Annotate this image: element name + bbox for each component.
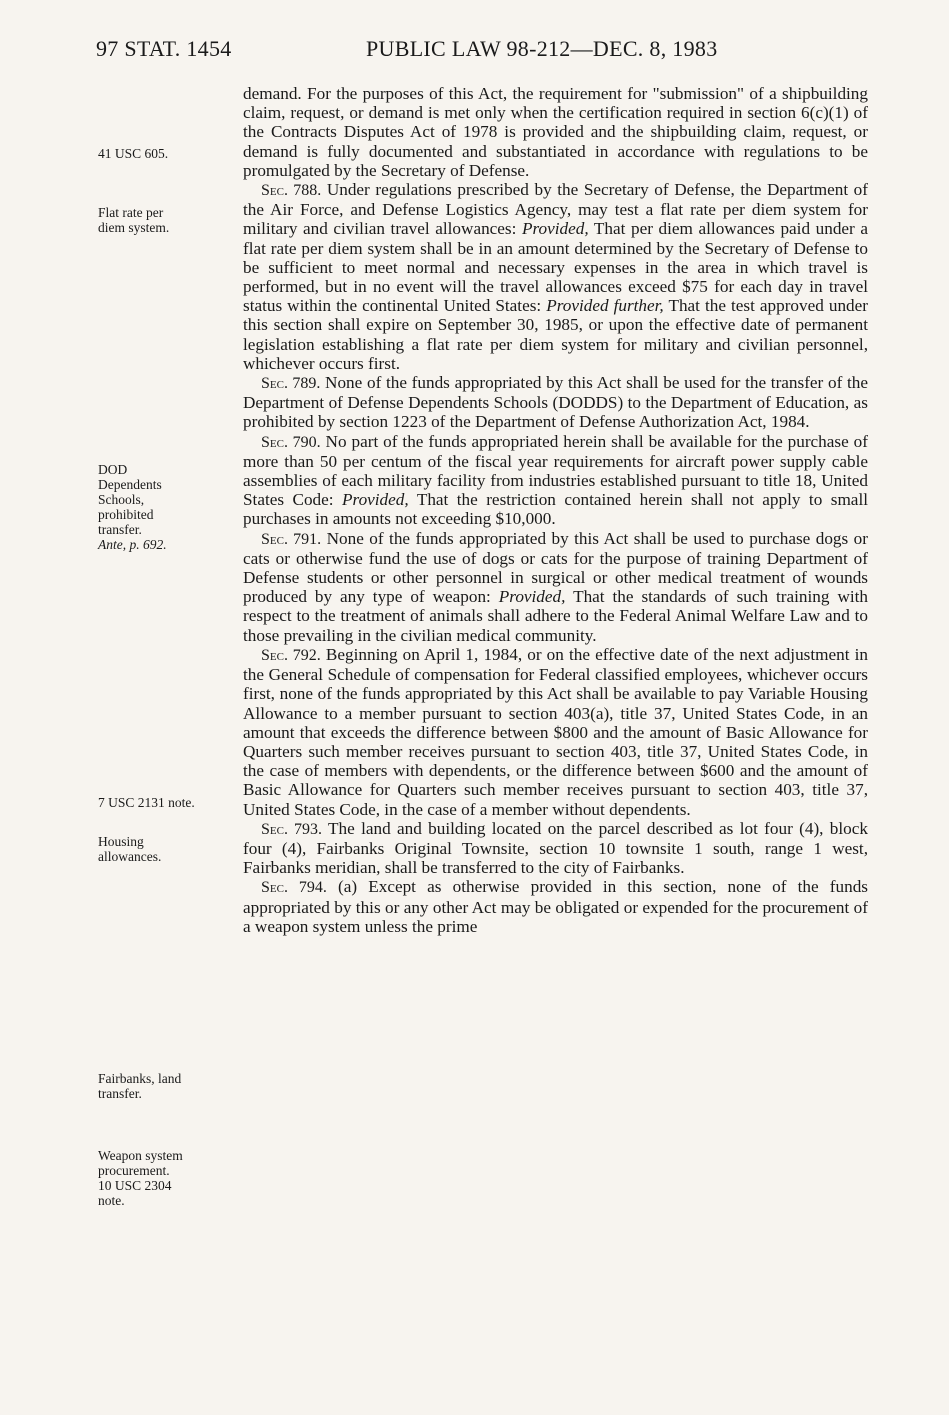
statute-page-number: 97 STAT. 1454	[96, 36, 232, 61]
margin-note-flat-rate	[98, 205, 228, 235]
margin-note-dod-schools	[98, 462, 228, 552]
proviso: Provided,	[342, 490, 409, 510]
margin-note-7-usc-2131	[98, 795, 228, 810]
proviso: Provided,	[521, 219, 589, 239]
section-792	[243, 645, 868, 819]
margin-note-line: note.	[98, 1193, 125, 1208]
margin-note-line: Weapon system	[98, 1148, 183, 1163]
public-law-title: PUBLIC LAW 98-212—DEC. 8, 1983	[366, 36, 718, 61]
margin-note-line: 7 USC 2131 note.	[98, 795, 195, 810]
margin-note-line: prohibited	[98, 507, 154, 522]
section-text: None of the funds appropriated by this Act shall be used for the transfer of the Department of Defense Dependents Schools (DODDS) to the Department of Education, as prohibited by section 1223 of the Department of Defense Authorization Act, 1984.	[243, 373, 868, 432]
body-text	[243, 84, 868, 936]
page-header	[96, 36, 866, 70]
section-label: Sec. 789.	[261, 375, 321, 393]
section-text: That the restriction contained herein shall not apply to small purchases in amounts not exceeding $10,000.	[243, 490, 868, 529]
margin-note-line: 41 USC 605.	[98, 146, 169, 161]
section-788	[243, 180, 868, 373]
section-text: That the test approved under this section shall expire on September 30, 1985, or upon the effective date of permanent legislation establishing a flat rate per diem system for military and civilian personnel, whichever occurs first.	[243, 296, 868, 373]
section-text: Under regulations prescribed by the Secretary of Defense, the Department of the Air Force, and Defense Logistics Agency, may test a flat rate per diem system for military and civilian travel allowances:	[243, 180, 868, 239]
margin-note-fairbanks	[98, 1071, 228, 1101]
section-789	[243, 373, 868, 432]
proviso: Provided further,	[546, 296, 664, 316]
section-label: Sec. 791.	[261, 530, 322, 548]
section-label: Sec. 792.	[261, 646, 321, 664]
margin-note-41-usc-605	[98, 146, 228, 161]
section-790	[243, 432, 868, 529]
section-text: Beginning on April 1, 1984, or on the effective date of the next adjustment in the General Schedule of compensation for Federal classified employees, whichever occurs first, none of the funds appropriated by this Act shall be available to pay Variable Housing Allowance to a member pursuant to section 403(a), title 37, United States Code, in an amount that exceeds the difference between $800 and the amount of Basic Allowance for Quarters such member receives pursuant to section 403, title 37, United States Code, in the case of members with dependents, or the difference between $600 and the amount of Basic Allowance for Quarters such member receives pursuant to section 403, title 37, United States Code, in the case of a member without dependents.	[243, 644, 868, 819]
proviso: Provided,	[498, 587, 566, 607]
margin-note-line: diem system.	[98, 220, 170, 235]
margin-note-line: transfer.	[98, 522, 142, 537]
section-793	[243, 819, 868, 878]
section-791	[243, 529, 868, 645]
section-794	[243, 877, 868, 936]
margin-note-line: Schools,	[98, 492, 145, 507]
section-label: Sec. 793.	[261, 820, 322, 838]
margin-note-line: procurement.	[98, 1163, 170, 1178]
section-text: None of the funds appropriated by this Act shall be used to purchase dogs or cats or otherwise fund the use of dogs or cats for the purpose of training Department of Defense students or other personnel in surgical or other medical treatment of wounds produced by any type of weapon:	[243, 528, 868, 607]
margin-note-line: transfer.	[98, 1086, 142, 1101]
margin-note-housing	[98, 834, 228, 864]
section-label: Sec. 788.	[261, 182, 322, 200]
section-label: Sec. 794.	[261, 879, 327, 897]
section-text: That the standards of such training with respect to the treatment of animals shall adhere to the Federal Animal Welfare Law and to those prevailing in the civilian medical community.	[243, 587, 868, 645]
margin-note-line: Fairbanks, land	[98, 1071, 182, 1086]
margin-note-line: 10 USC 2304	[98, 1178, 172, 1193]
margin-note-line: allowances.	[98, 849, 162, 864]
section-text: The land and building located on the parcel described as lot four (4), block four (4), Fairbanks Original Townsite, section 10 townsite 1 south, range 1 west, Fairbanks meridian, shall be transferred to the city of Fairbanks.	[243, 818, 868, 878]
section-label: Sec. 790.	[261, 433, 321, 451]
paragraph-continuation: demand. For the purposes of this Act, the requirement for "submission" of a shipbuilding claim, request, or demand is met only when the certification required in section 6(c)(1) of the Contracts Disputes Act of 1978 is provided and the shipbuilding claim, request, or demand is fully documented and substantiated in accordance with regulations to be promulgated by the Secretary of Defense.	[243, 84, 868, 180]
margin-note-weapon-system	[98, 1148, 228, 1208]
margin-note-line: DOD	[98, 462, 128, 477]
margin-note-line: Flat rate per	[98, 205, 164, 220]
margin-note-line: Dependents	[98, 477, 162, 492]
margin-note-line: Housing	[98, 834, 144, 849]
section-text: That per diem allowances paid under a flat rate per diem system shall be in an amount determined by the Secretary of Defense to be sufficient to meet normal and necessary expenses in the area in which travel is performed, but in no event will the travel allowances exceed $75 for each day in travel status within the continental United States:	[243, 219, 868, 316]
margin-note-ante-reference: Ante, p. 692.	[98, 537, 167, 552]
section-text: (a) Except as otherwise provided in this section, none of the funds appropriated by this or any other Act may be obligated or expended for the procurement of a weapon system unless the prime	[243, 877, 868, 936]
section-text: No part of the funds appropriated herein shall be available for the purchase of more than 50 per centum of the fiscal year requirements for aircraft power supply cable assemblies of each military facility from industries established pursuant to title 18, United States Code:	[243, 431, 868, 510]
